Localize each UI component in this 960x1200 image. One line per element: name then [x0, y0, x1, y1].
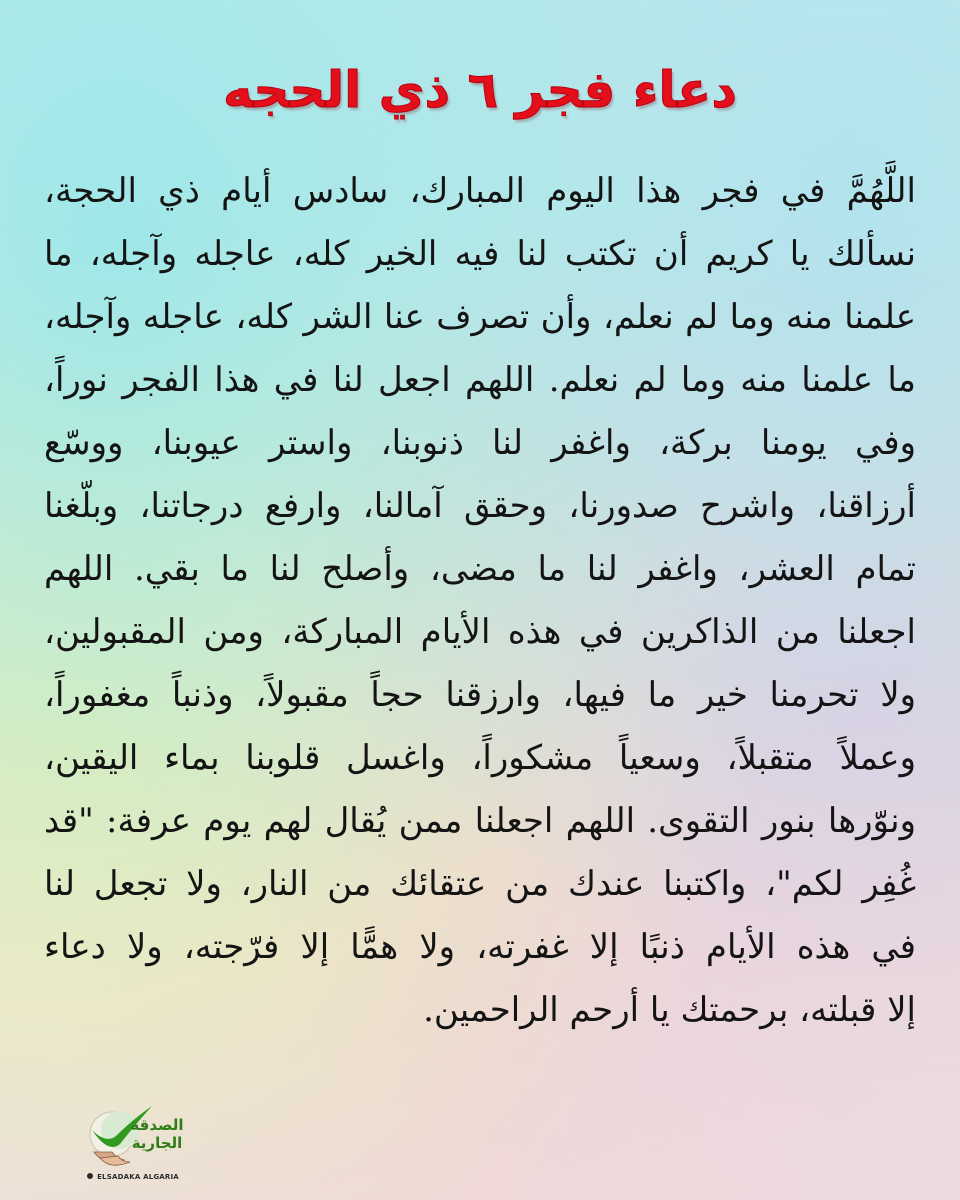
logo-name-line-2: الجارية	[131, 1134, 183, 1152]
prayer-line: وعملاً متقبلاً، وسعياً مشكوراً، واغسل قلوبنا بماء اليقين،	[44, 738, 916, 778]
page-title: دعاء فجر ٦ ذي الحجه	[223, 61, 737, 119]
prayer-line: وفي يومنا بركة، واغفر لنا ذنوبنا، واستر عيوبنا، ووسّع	[44, 423, 916, 463]
prayer-line: إلا قبلته، برحمتك يا أرحم الراحمين.	[423, 990, 916, 1030]
prayer-line: ولا تحرمنا خير ما فيها، وارزقنا حجاً مقبولاً، وذنباً مغفوراً،	[44, 675, 917, 715]
prayer-line: اللَّهُمَّ في فجر هذا اليوم المبارك، سادس أيام ذي الحجة،	[44, 171, 916, 211]
prayer-line: أرزاقنا، واشرح صدورنا، وحقق آمالنا، وارفع درجاتنا، وبلّغنا	[44, 486, 916, 526]
prayer-line: ما علمنا منه وما لم نعلم. اللهم اجعل لنا في هذا الفجر نوراً،	[44, 360, 916, 400]
prayer-line: نسألك يا كريم أن تكتب لنا فيه الخير كله، عاجله وآجله، ما	[44, 234, 916, 274]
prayer-line: اجعلنا من الذاكرين في هذه الأيام المباركة، ومن المقبولين،	[44, 612, 916, 652]
prayer-line: غُفِر لكم"، واكتبنا عندك من عتقائك من النار، ولا تجعل لنا	[44, 864, 916, 904]
logo-name-line-1: الصدقة	[130, 1116, 184, 1134]
prayer-text	[44, 160, 916, 1042]
prayer-line: علمنا منه وما لم نعلم، وأن تصرف عنا الشر كله، عاجله وآجله،	[44, 297, 916, 337]
logo-tagline: ELSADAKA ALGARIA	[97, 1173, 179, 1181]
prayer-line: في هذه الأيام ذنبًا إلا غفرته، ولا همًّا إلا فرّجته، ولا دعاء	[44, 927, 916, 967]
charity-logo	[86, 1100, 190, 1186]
prayer-line: تمام العشر، واغفر لنا ما مضى، وأصلح لنا ما بقي. اللهم	[44, 549, 916, 589]
prayer-line: ونوّرها بنور التقوى. اللهم اجعلنا ممن يُقال لهم يوم عرفة: "قد	[44, 801, 916, 841]
